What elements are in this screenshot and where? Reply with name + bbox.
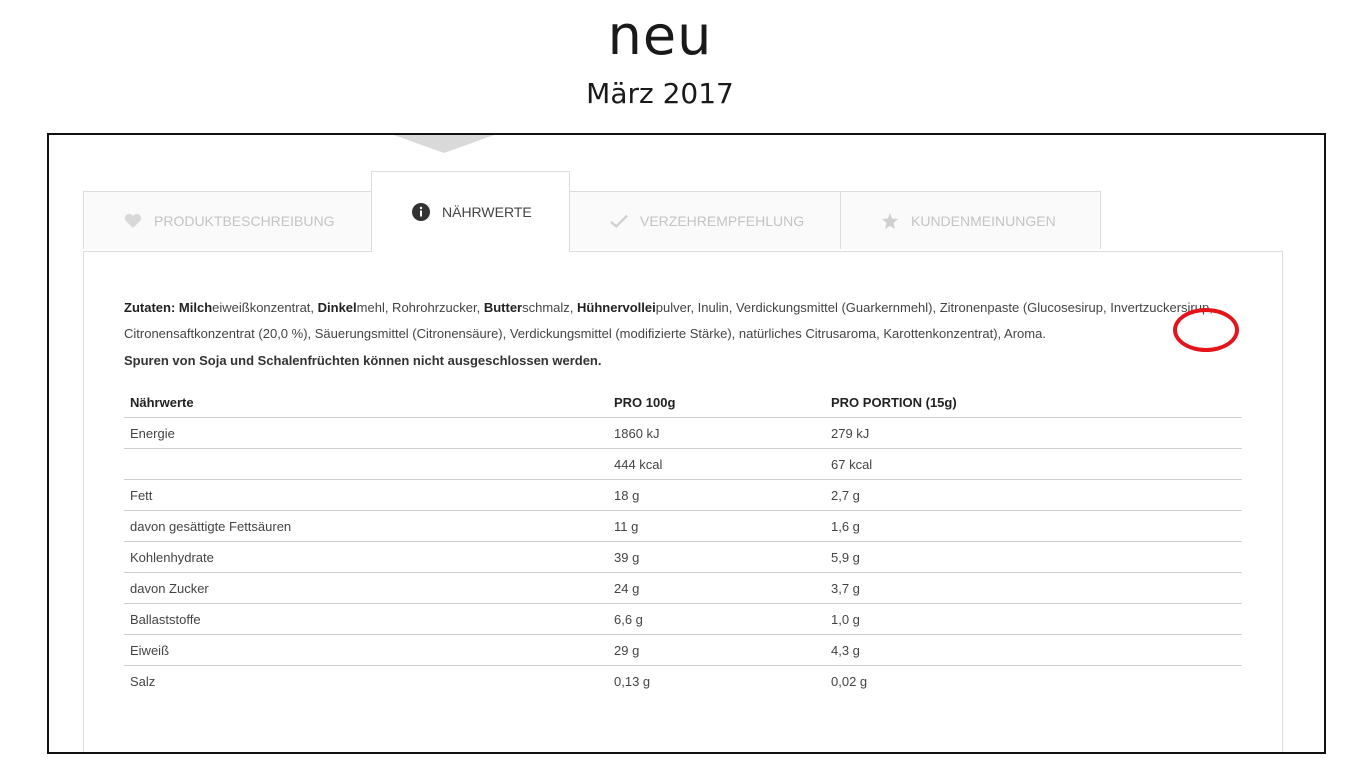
table-row xyxy=(124,480,1242,511)
cell: 39 g xyxy=(608,542,825,573)
tab-label: NÄHRWERTE xyxy=(442,204,532,220)
cell: Salz xyxy=(130,673,156,689)
cell: Fett xyxy=(124,480,608,511)
slide-subtitle: März 2017 xyxy=(586,77,734,110)
cell: Ballaststoffe xyxy=(124,604,608,635)
cell: Kohlenhydrate xyxy=(124,542,608,573)
tab-verzehrempfehlung[interactable] xyxy=(569,191,841,249)
cell: davon Zucker xyxy=(124,573,608,604)
tab-naehrwerte[interactable] xyxy=(371,171,570,252)
cell: 3,7 g xyxy=(825,573,1242,604)
tab-label: VERZEHREMPFEHLUNG xyxy=(640,212,805,229)
nutrition-table xyxy=(124,387,1242,696)
slide-title: neu xyxy=(607,4,713,67)
cell: 279 kJ xyxy=(825,418,1242,449)
cell: Eiweiß xyxy=(124,635,608,666)
ingredient-text: pulver, Inulin, Verdickungsmittel (Guarkernmehl), Zitronenpaste (Glucosesirup, Invertzuckersirup, Citronensaftkonzentrat (20,0 %), Säuerungsmittel (Citronensäure), Verdickungsmittel (modifizierte Stärke), natürliches Citrusaroma, Karottenkonzentrat), Aroma. xyxy=(124,300,1213,341)
tab-kundenmeinungen[interactable] xyxy=(840,191,1101,249)
tab-bar xyxy=(83,171,1283,252)
ingredient-text: eiweißkonzentrat, xyxy=(212,300,318,315)
table-row xyxy=(124,573,1242,604)
cell: 6,6 g xyxy=(608,604,825,635)
table-row xyxy=(124,542,1242,573)
ingredients-label: Zutaten: xyxy=(124,300,176,315)
cell: 5,9 g xyxy=(825,542,1242,573)
allergen: Hühnervollei xyxy=(577,300,656,315)
table-row xyxy=(124,418,1242,449)
tab-label: PRODUKTBESCHREIBUNG xyxy=(154,212,335,229)
cell: 1860 kJ xyxy=(608,418,825,449)
cell: 11 g xyxy=(608,511,825,542)
allergen: Dinkel xyxy=(317,300,357,315)
table-row xyxy=(124,666,1242,697)
table-row xyxy=(124,635,1242,666)
table-row xyxy=(124,511,1242,542)
table-row xyxy=(124,604,1242,635)
table-row xyxy=(124,449,1242,480)
cell xyxy=(124,449,608,480)
column-header: Nährwerte xyxy=(124,387,608,418)
ingredients-text xyxy=(124,295,1254,347)
screenshot-frame xyxy=(47,133,1326,754)
cell: 29 g xyxy=(608,635,825,666)
cell: 67 kcal xyxy=(825,449,1242,480)
allergen: Butter xyxy=(483,300,523,315)
cell: 2,7 g xyxy=(825,480,1242,511)
tab-produktbeschreibung[interactable] xyxy=(83,191,372,249)
column-header: PRO PORTION (15g) xyxy=(825,387,1242,418)
cell: 1,0 g xyxy=(825,604,1242,635)
ingredient-text: mehl, Rohrohrzucker, xyxy=(356,300,484,315)
cell: Energie xyxy=(124,418,608,449)
info-icon xyxy=(412,203,430,221)
tab-label: KUNDENMEINUNGEN xyxy=(911,212,1056,229)
checkmark-icon xyxy=(610,212,628,230)
traces-notice: Spuren von Soja und Schalenfrüchten können nicht ausgeschlossen werden. xyxy=(124,353,602,368)
dropdown-notch xyxy=(394,135,494,153)
cell: 24 g xyxy=(608,573,825,604)
cell: 1,6 g xyxy=(825,511,1242,542)
cell: 444 kcal xyxy=(608,449,825,480)
cell: 0,02 g xyxy=(831,673,868,689)
column-header: PRO 100g xyxy=(608,387,825,418)
cell: 18 g xyxy=(608,480,825,511)
heart-icon xyxy=(124,212,142,230)
cell: davon gesättigte Fettsäuren xyxy=(124,511,608,542)
star-icon xyxy=(881,212,899,230)
cell: 4,3 g xyxy=(825,635,1242,666)
table-header-row xyxy=(124,387,1242,418)
highlight-circle xyxy=(1173,308,1239,352)
cell: 0,13 g xyxy=(614,673,651,689)
ingredient-text: schmalz, xyxy=(522,300,578,315)
allergen: Milch xyxy=(178,300,213,315)
